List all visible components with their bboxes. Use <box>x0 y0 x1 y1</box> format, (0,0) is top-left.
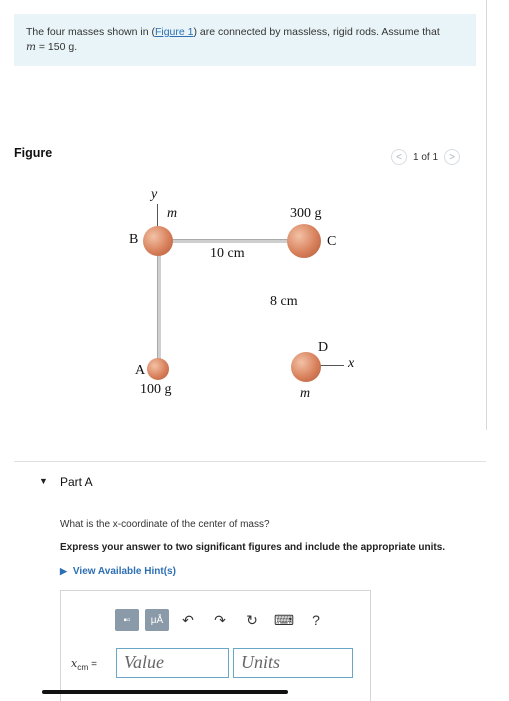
label-C: C <box>327 234 337 249</box>
figure-link[interactable]: Figure 1 <box>154 26 194 38</box>
templates-icon[interactable]: ▪▫ <box>115 609 139 631</box>
answer-label <box>71 657 97 672</box>
label-mass-A: 100 g <box>140 382 172 397</box>
mass-ball-C <box>287 224 321 258</box>
redo-icon[interactable]: ↷ <box>214 611 226 628</box>
top-rod <box>160 239 305 243</box>
undo-icon[interactable]: ↶ <box>182 611 194 628</box>
figure-title: Figure <box>14 146 53 160</box>
y-axis-label: y <box>151 187 158 202</box>
left-rod <box>157 244 161 364</box>
hints-label: View Available Hint(s) <box>72 566 176 577</box>
hints-link[interactable] <box>60 566 176 577</box>
prev-figure-button[interactable]: < <box>391 149 407 165</box>
answer-var: x <box>71 657 78 670</box>
keyboard-icon[interactable]: ⌨ <box>273 611 295 628</box>
mass-ball-B <box>143 226 173 256</box>
value-input[interactable]: Value <box>116 648 229 678</box>
scroll-indicator[interactable] <box>42 690 288 694</box>
label-A: A <box>135 363 146 378</box>
problem-statement <box>14 14 476 66</box>
answer-box <box>60 590 371 701</box>
part-title[interactable]: Part A <box>60 475 93 489</box>
question-text: What is the x-coordinate of the center of mass? <box>60 519 270 530</box>
answer-toolbar <box>115 609 329 631</box>
label-D: D <box>318 340 329 355</box>
label-B: B <box>129 232 139 247</box>
reset-icon[interactable]: ↻ <box>246 611 258 628</box>
figure-pager <box>391 148 460 166</box>
x-axis-label: x <box>348 356 355 371</box>
masses-diagram <box>100 182 390 412</box>
vertical-distance: 8 cm <box>270 294 298 309</box>
label-mass-D: m <box>300 386 311 401</box>
problem-text-before: The four masses shown in ( <box>26 26 155 38</box>
collapse-caret-icon[interactable]: ▼ <box>39 476 48 486</box>
answer-subscript: cm <box>77 662 89 672</box>
pager-text: 1 of 1 <box>413 151 439 163</box>
mass-variable: m <box>26 41 36 53</box>
next-figure-button[interactable]: > <box>444 149 460 165</box>
instruction-text: Express your answer to two significant figures and include the appropriate units. <box>60 542 446 553</box>
play-icon: ▶ <box>60 566 67 576</box>
label-mass-C: 300 g <box>290 206 322 221</box>
mass-value: = 150 g. <box>35 41 78 53</box>
mass-ball-D <box>291 352 321 382</box>
horizontal-distance: 10 cm <box>210 246 245 261</box>
units-input[interactable]: Units <box>233 648 353 678</box>
help-icon[interactable]: ? <box>312 612 320 628</box>
panel-divider <box>486 0 487 430</box>
section-divider <box>14 461 486 462</box>
mass-ball-A <box>147 358 169 380</box>
label-mass-B: m <box>167 206 178 221</box>
answer-equals: = <box>88 659 97 670</box>
units-icon[interactable]: μÅ <box>145 609 169 631</box>
problem-text-after: ) are connected by massless, rigid rods. Assume that <box>193 26 440 38</box>
